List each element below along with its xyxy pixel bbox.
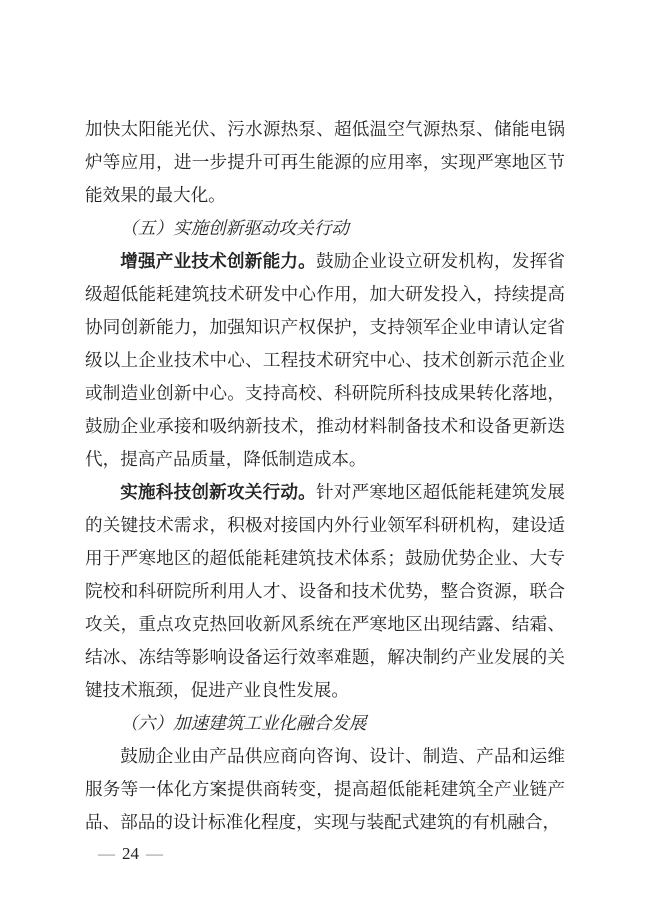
paragraph-lead: 实施科技创新攻关行动。	[120, 482, 316, 502]
document-body	[85, 113, 565, 839]
section-heading: （五）实施创新驱动攻关行动	[120, 218, 349, 238]
page-number	[98, 842, 163, 866]
paragraph-lead: 增强产业技术创新能力。	[120, 251, 316, 271]
page-number-value: 24	[122, 844, 139, 863]
paragraph: 鼓励企业由产品供应商向咨询、设计、制造、产品和运维服务等一体化方案提供商转变，提高超低能耗建筑全产业链产品、部品的设计标准化程度，实现与装配式建筑的有机融合，	[85, 746, 565, 832]
paragraph: 实施科技创新攻关行动。针对严寒地区超低能耗建筑发展的关键技术需求，积极对接国内外行业领军科研机构，建设适用于严寒地区的超低能耗建筑技术体系；鼓励优势企业、大专院校和科研院所利用人才、设备和技术优势，整合资源，联合攻关，重点攻克热回收新风系统在严寒地区出现结露、结霜、结冰、冻结等影响设备运行效率难题，解决制约产业发展的关键技术瓶颈，促进产业良性发展。	[85, 482, 565, 700]
paragraph: 加快太阳能光伏、污水源热泵、超低温空气源热泵、储能电锅炉等应用，进一步提升可再生能源的应用率，实现严寒地区节能效果的最大化。	[85, 119, 565, 205]
page-number-dash-right: —	[146, 844, 163, 863]
page-number-dash-left: —	[98, 844, 115, 863]
section-heading: （六）加速建筑工业化融合发展	[120, 713, 367, 733]
paragraph: 增强产业技术创新能力。鼓励企业设立研发机构，发挥省级超低能耗建筑技术研发中心作用，加大研发投入，持续提高协同创新能力，加强知识产权保护，支持领军企业申请认定省级以上企业技术中心、工程技术研究中心、技术创新示范企业或制造业创新中心。支持高校、科研院所科技成果转化落地，鼓励企业承接和吸纳新技术，推动材料制备技术和设备更新迭代，提高产品质量，降低制造成本。	[85, 251, 565, 469]
